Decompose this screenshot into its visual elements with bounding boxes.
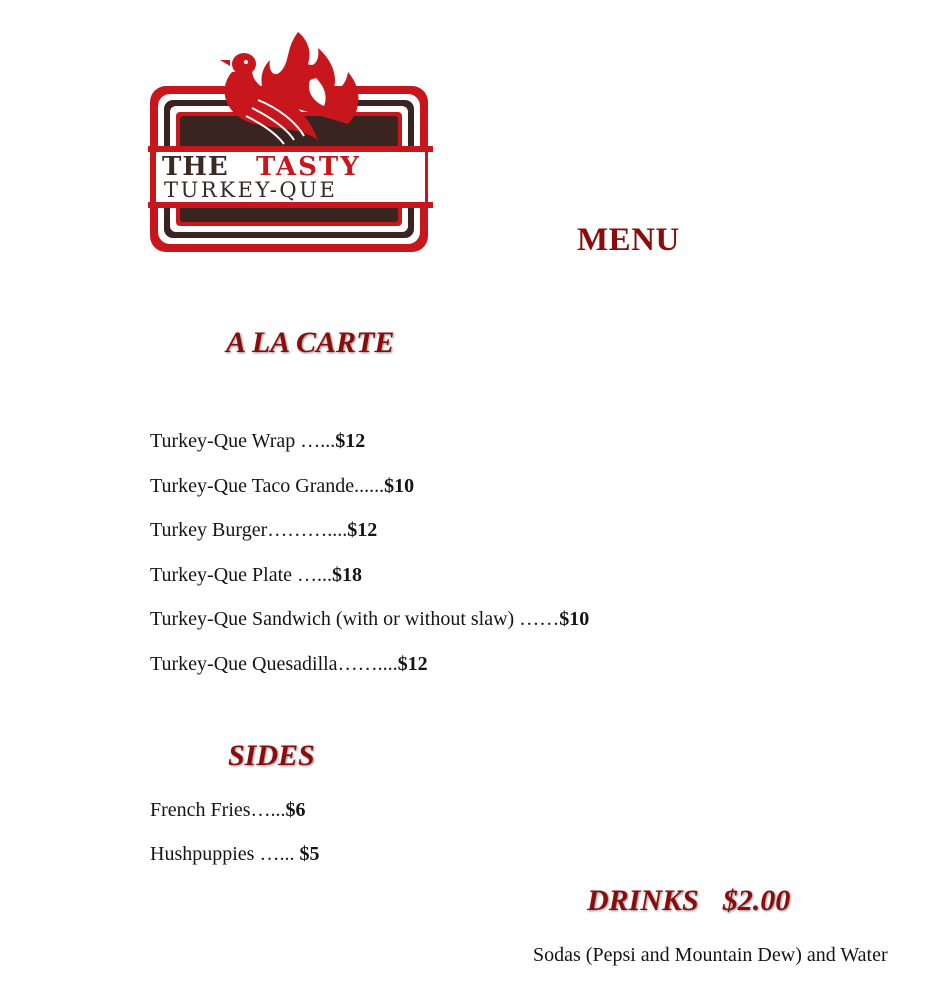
item-dots: …... xyxy=(250,799,286,821)
menu-item xyxy=(150,564,362,587)
menu-item xyxy=(150,519,377,542)
item-price: $18 xyxy=(332,564,363,586)
drinks-heading-label: DRINKS xyxy=(587,884,699,917)
item-dots: …... xyxy=(297,564,333,586)
menu-item xyxy=(150,608,589,631)
item-price: $6 xyxy=(285,799,306,821)
item-price: $12 xyxy=(397,653,428,675)
drinks-heading xyxy=(587,884,790,918)
item-price: $12 xyxy=(335,430,366,452)
item-name: Hushpuppies xyxy=(150,843,260,865)
sides-heading: SIDES xyxy=(228,739,315,772)
logo-text-the: THE xyxy=(162,152,229,182)
menu-item xyxy=(150,430,365,453)
item-name: French Fries xyxy=(150,799,251,821)
logo-text-turkey-que: TURKEY-QUE xyxy=(164,178,338,202)
menu-item xyxy=(150,799,306,822)
item-price: $10 xyxy=(384,475,415,497)
item-dots: …... xyxy=(259,843,300,865)
item-name: Turkey-Que Taco Grande xyxy=(150,475,355,497)
drinks-price: $2.00 xyxy=(722,884,791,917)
item-name: Turkey-Que Plate xyxy=(150,564,298,586)
item-dots: ……….... xyxy=(267,519,348,541)
a-la-carte-heading: A LA CARTE xyxy=(226,326,395,359)
item-dots: ...... xyxy=(354,475,385,497)
drinks-description: Sodas (Pepsi and Mountain Dew) and Water xyxy=(533,944,888,966)
item-price: $12 xyxy=(347,519,378,541)
item-name: Turkey-Que Quesadilla xyxy=(150,653,338,675)
item-dots: …….... xyxy=(337,653,398,675)
item-name: Turkey-Que Sandwich (with or without slaw) xyxy=(150,608,520,630)
menu-item xyxy=(150,843,319,866)
item-price: $10 xyxy=(559,608,590,630)
logo-text-tasty: TASTY xyxy=(256,152,361,182)
menu-title: MENU xyxy=(577,222,680,258)
tasty-turkey-que-logo xyxy=(148,30,433,258)
item-price: $5 xyxy=(299,843,320,865)
logo-graphic xyxy=(148,30,433,258)
menu-item xyxy=(150,653,428,676)
item-dots: …... xyxy=(300,430,336,452)
item-name: Turkey-Que Wrap xyxy=(150,430,301,452)
item-dots: …… xyxy=(519,608,560,630)
menu-item xyxy=(150,475,414,498)
item-name: Turkey Burger xyxy=(150,519,268,541)
